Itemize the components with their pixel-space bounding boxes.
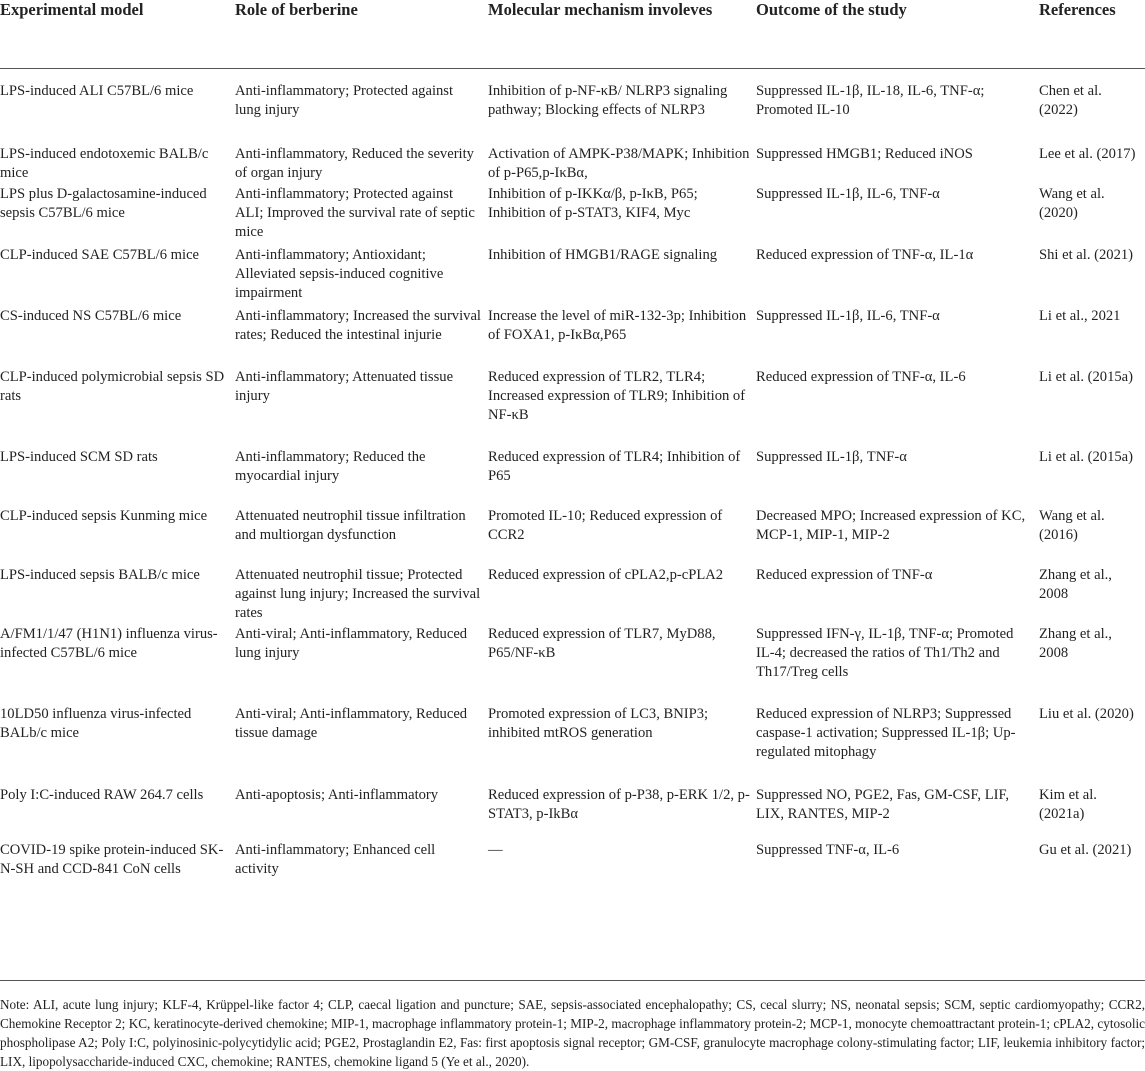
table-row xyxy=(0,246,1145,307)
header-references: References xyxy=(1039,0,1145,69)
cell-role: Anti-apoptosis; Anti-inflammatory xyxy=(235,787,439,803)
cell-reference: Li et al., 2021 xyxy=(1039,308,1121,324)
header-experimental-model: Experimental model xyxy=(0,0,235,69)
cell-experimental-model: CLP-induced SAE C57BL/6 mice xyxy=(0,247,200,263)
cell-outcome: Reduced expression of TNF-α, IL-6 xyxy=(756,369,966,385)
cell-experimental-model: LPS-induced endotoxemic BALB/c mice xyxy=(0,146,209,181)
cell-mechanism: — xyxy=(488,842,503,858)
table-row xyxy=(0,507,1145,566)
cell-role: Anti-inflammatory; Protected against lung injury xyxy=(235,83,454,118)
header-role-of-berberine: Role of berberine xyxy=(235,0,488,69)
cell-experimental-model: LPS-induced ALI C57BL/6 mice xyxy=(0,83,194,99)
cell-experimental-model: LPS-induced sepsis BALB/c mice xyxy=(0,567,200,583)
cell-experimental-model: LPS plus D-galactosamine-induced sepsis C57BL/6 mice xyxy=(0,186,207,221)
header-row xyxy=(0,0,1145,69)
cell-experimental-model: COVID-19 spike protein-induced SK-N-SH and CCD-841 CoN cells xyxy=(0,842,224,877)
table-header xyxy=(0,0,1145,69)
cell-reference: Li et al. (2015a) xyxy=(1039,449,1134,465)
cell-role: Anti-inflammatory; Increased the survival rates; Reduced the intestinal injurie xyxy=(235,308,481,343)
table-row xyxy=(0,368,1145,448)
cell-outcome: Suppressed IL-1β, TNF-α xyxy=(756,449,907,465)
cell-role: Anti-inflammatory; Antioxidant; Alleviated sepsis-induced cognitive impairment xyxy=(235,247,444,301)
cell-outcome: Reduced expression of TNF-α xyxy=(756,567,933,583)
cell-reference: Li et al. (2015a) xyxy=(1039,369,1134,385)
cell-outcome: Suppressed HMGB1; Reduced iNOS xyxy=(756,146,973,162)
table-row xyxy=(0,841,1145,905)
cell-role: Anti-viral; Anti-inflammatory, Reduced lung injury xyxy=(235,626,468,661)
table-row xyxy=(0,786,1145,841)
cell-mechanism: Reduced expression of cPLA2,p-cPLA2 xyxy=(488,567,724,583)
cell-outcome: Suppressed IFN-γ, IL-1β, TNF-α; Promoted IL-4; decreased the ratios of Th1/Th2 and Th17/Treg cells xyxy=(756,626,1014,680)
cell-outcome: Suppressed TNF-α, IL-6 xyxy=(756,842,900,858)
cell-reference: Lee et al. (2017) xyxy=(1039,146,1136,162)
table-row xyxy=(0,448,1145,507)
cell-role: Anti-inflammatory; Reduced the myocardial injury xyxy=(235,449,426,484)
cell-reference: Zhang et al., 2008 xyxy=(1039,626,1112,661)
table-row xyxy=(0,566,1145,625)
cell-outcome: Suppressed IL-1β, IL-6, TNF-α xyxy=(756,308,940,324)
cell-experimental-model: CLP-induced sepsis Kunming mice xyxy=(0,508,208,524)
cell-mechanism: Inhibition of p-NF-κB/ NLRP3 signaling pathway; Blocking effects of NLRP3 xyxy=(488,83,728,118)
table-body xyxy=(0,69,1145,906)
table-footnote xyxy=(0,980,1145,1071)
cell-mechanism: Inhibition of p-IKKα/β, p-IκB, P65; Inhibition of p-STAT3, KIF4, Myc xyxy=(488,186,698,221)
cell-experimental-model: CLP-induced polymicrobial sepsis SD rats xyxy=(0,369,225,404)
cell-mechanism: Promoted IL-10; Reduced expression of CCR2 xyxy=(488,508,723,543)
cell-mechanism: Activation of AMPK-P38/MAPK; Inhibition of p-P65,p-IκBα, xyxy=(488,146,750,181)
cell-role: Anti-viral; Anti-inflammatory, Reduced tissue damage xyxy=(235,706,468,741)
cell-reference: Shi et al. (2021) xyxy=(1039,247,1134,263)
cell-experimental-model: A/FM1/1/47 (H1N1) influenza virus-infected C57BL/6 mice xyxy=(0,626,218,661)
header-molecular-mechanism: Molecular mechanism involeves xyxy=(488,0,756,69)
cell-role: Anti-inflammatory; Enhanced cell activity xyxy=(235,842,436,877)
cell-mechanism: Reduced expression of TLR2, TLR4; Increased expression of TLR9; Inhibition of NF-κB xyxy=(488,369,746,423)
cell-mechanism: Increase the level of miR-132-3p; Inhibition of FOXA1, p-IκBα,P65 xyxy=(488,308,747,343)
cell-mechanism: Reduced expression of TLR7, MyD88, P65/NF-κB xyxy=(488,626,716,661)
cell-mechanism: Inhibition of HMGB1/RAGE signaling xyxy=(488,247,718,263)
note-text: Note: ALI, acute lung injury; KLF-4, Krüppel-like factor 4; CLP, caecal ligation and puncture; SAE, sepsis-associated encephalopathy; CS, cecal slurry; NS, neonatal sepsis; SCM, septic cardiomyopathy; CCR2, Chemokine Receptor 2; KC, keratinocyte-derived chemokine; MIP-1, macrophage inflammatory protein-1; MIP-2, macrophage inflammatory protein-2; MCP-1, monocyte chemoattractant protein-1; cPLA2, cytosolic phospholipase A2; Poly I:C, polyinosinic-polycytidylic acid; PGE2, Prostaglandin E2, Fas: first apoptosis signal receptor; GM-CSF, granulocyte macrophage colony-stimulating factor; LIF, leukemia inhibitory factor; LIX, lipopolysaccharide-induced CXC, chemokine; RANTES, chemokine ligand 5 (Ye et al., 2020). xyxy=(0,997,1145,1069)
cell-reference: Liu et al. (2020) xyxy=(1039,706,1134,722)
table-row xyxy=(0,185,1145,246)
cell-reference: Chen et al. (2022) xyxy=(1039,83,1102,118)
cell-reference: Gu et al. (2021) xyxy=(1039,842,1132,858)
cell-role: Attenuated neutrophil tissue infiltration and multiorgan dysfunction xyxy=(235,508,466,543)
table-row xyxy=(0,69,1145,146)
cell-mechanism: Promoted expression of LC3, BNIP3; inhibited mtROS generation xyxy=(488,706,709,741)
cell-outcome: Suppressed NO, PGE2, Fas, GM-CSF, LIF, LIX, RANTES, MIP-2 xyxy=(756,787,1010,822)
table-row xyxy=(0,705,1145,786)
table-row xyxy=(0,625,1145,705)
cell-role: Attenuated neutrophil tissue; Protected against lung injury; Increased the survival rates xyxy=(235,567,481,621)
cell-reference: Wang et al. (2016) xyxy=(1039,508,1105,543)
cell-outcome: Suppressed IL-1β, IL-18, IL-6, TNF-α; Promoted IL-10 xyxy=(756,83,985,118)
cell-experimental-model: Poly I:C-induced RAW 264.7 cells xyxy=(0,787,204,803)
cell-role: Anti-inflammatory, Reduced the severity of organ injury xyxy=(235,146,474,181)
cell-mechanism: Reduced expression of TLR4; Inhibition of P65 xyxy=(488,449,741,484)
cell-reference: Wang et al. (2020) xyxy=(1039,186,1105,221)
header-outcome: Outcome of the study xyxy=(756,0,1039,69)
cell-reference: Kim et al. (2021a) xyxy=(1039,787,1097,822)
cell-experimental-model: LPS-induced SCM SD rats xyxy=(0,449,158,465)
cell-role: Anti-inflammatory; Attenuated tissue injury xyxy=(235,369,454,404)
cell-role: Anti-inflammatory; Protected against ALI; Improved the survival rate of septic mice xyxy=(235,186,475,240)
cell-reference: Zhang et al., 2008 xyxy=(1039,567,1112,602)
cell-experimental-model: 10LD50 influenza virus-infected BALb/c mice xyxy=(0,706,192,741)
cell-mechanism: Reduced expression of p-P38, p-ERK 1/2, p-STAT3, p-IkBα xyxy=(488,787,750,822)
cell-experimental-model: CS-induced NS C57BL/6 mice xyxy=(0,308,182,324)
cell-outcome: Reduced expression of TNF-α, IL-1α xyxy=(756,247,974,263)
cell-outcome: Reduced expression of NLRP3; Suppressed caspase-1 activation; Suppressed IL-1β; Up-regulated mitophagy xyxy=(756,706,1016,760)
table-row xyxy=(0,307,1145,368)
table-row xyxy=(0,145,1145,185)
cell-outcome: Decreased MPO; Increased expression of KC, MCP-1, MIP-1, MIP-2 xyxy=(756,508,1026,543)
cell-outcome: Suppressed IL-1β, IL-6, TNF-α xyxy=(756,186,940,202)
